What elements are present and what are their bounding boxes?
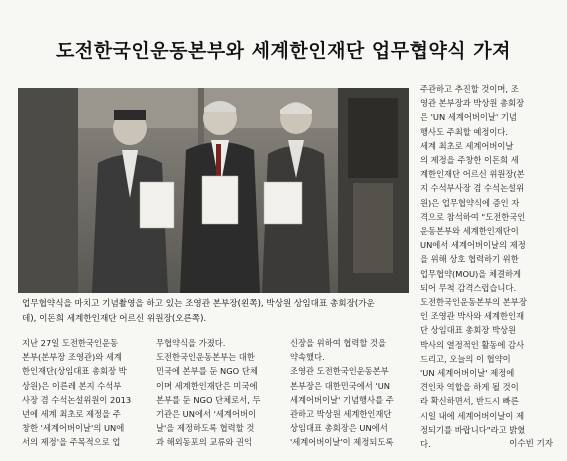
text-line: 라 확신하면서, 반드시 빠른 [420, 396, 519, 407]
text-line: 운동본부와 세계한인재단이 [420, 226, 519, 237]
text-line: 시일 내에 세계어버이날이 제 [420, 410, 525, 421]
text-line: 본부장은 대한민국에서 'UN [290, 380, 390, 391]
caption-line: 업무협약식을 마치고 기념촬영을 하고 있는 조영관 본부장(왼쪽), 박상원 상임대표 총회장(가운 [22, 299, 375, 309]
text-line: 날'을 제정하도록 협력할 것 [156, 423, 255, 434]
article-column-2 [156, 336, 284, 456]
text-line: 박사의 열정적인 활동에 감사 [420, 339, 525, 350]
text-line: '세계어버이날'이 제정되도록 [290, 437, 394, 448]
caption-line: 데), 이돈희 세계한인재단 어르신 위원장(오른쪽). [22, 314, 207, 324]
photo-illustration [18, 88, 409, 293]
text-line: 인 조영관 박사와 세계한인재 [420, 311, 525, 322]
text-line: 견인차 역할을 하게 될 것이 [420, 382, 519, 393]
text-line: 은 'UN 세계어버이날' 기념 [420, 112, 517, 123]
text-line: 주관하고 추진할 것이며, 조 [420, 84, 519, 94]
text-line: 기관은 UN에서 '세계어버이 [156, 409, 256, 420]
photo-caption [22, 297, 405, 327]
text-line: 년에 세계 최초로 제정을 주 [22, 409, 121, 420]
article-column-3 [290, 336, 408, 456]
text-line: 상원)은 이른레 본지 수석부 [22, 380, 122, 391]
text-line: 한인재단(상임대표 총회장 박 [22, 366, 127, 377]
text-line: 조영관 도전한국인운동본부 [290, 366, 389, 377]
press-photo [18, 88, 409, 293]
text-line: 창한 '세계어버이날'의 UN에 [22, 423, 125, 434]
text-line: 과 해외동포의 교류와 권익 [156, 437, 253, 448]
article-column-1 [22, 336, 150, 456]
text-line: 의 제정을 주창한 이돈희 세 [420, 155, 519, 166]
text-line: 지 수석부사장 겸 수석논설위 [420, 183, 525, 194]
text-line: 이며 세계한인재단은 미국에 [156, 380, 258, 391]
text-line: 민국에 본부를 둔 NGO 단체 [156, 366, 258, 377]
text-line: 격으로 참석하여 "도전한국인 [420, 211, 526, 222]
text-line: 세계어버이날' 기념행사를 주 [290, 394, 394, 405]
byline: 이수빈 기자 [509, 439, 553, 449]
text-line: 서의 제정'을 주목적으로 업 [22, 437, 121, 448]
text-line: 영관 본부장과 박상원 총회장 [420, 98, 525, 109]
text-line: 관하고 박상원 세계한인재단 [290, 409, 392, 420]
text-line: 지난 27일 도전한국인운동 [22, 338, 118, 348]
text-line: 본부를 둔 NGO 단체로서, 두 [156, 394, 261, 405]
text-line: 되어 무척 감격스럽습니다. [420, 282, 517, 293]
text-line: 계한인재단 어르신 위원장(본 [420, 169, 525, 180]
text-line: 도전한국인운동본부는 대한 [156, 352, 255, 363]
text-line: 드리고, 오늘의 이 협약이 [420, 353, 511, 364]
headline: 도전한국인운동본부와 세계한인재단 업무협약식 가져 [56, 40, 511, 62]
text-line: 업무협약(MOU)을 체결하게 [420, 268, 522, 279]
text-line: 다. [420, 439, 431, 450]
text-line: 단 상임대표 총회장 박상원 [420, 325, 517, 336]
text-line: 약속했다. [290, 352, 325, 363]
text-line: 행사도 주최할 예정이다. [420, 126, 509, 137]
text-line: 을 위해 상호 협력하기 위한 [420, 254, 519, 265]
text-line: 사장 겸 수석논설위원이 2013 [22, 394, 132, 405]
text-line: 원)은 업무협약식에 증인 자 [420, 197, 520, 208]
text-line: 세계 최초로 세계어버이날 [420, 140, 514, 151]
text-line: 본부(본부장 조영관)와 세계 [22, 352, 122, 363]
text-line: 정되기를 바랍니다"라고 밝혔 [420, 424, 526, 435]
text-line: 상임대표 총회장은 UN에서 [290, 423, 388, 434]
text-line: 신장을 위하여 협력할 것을 [290, 338, 387, 348]
text-line: UN에서 세계어버이날의 제정 [420, 240, 526, 251]
text-line: 무협약식을 가졌다. [156, 338, 226, 348]
text-line: 'UN 세계어버이날' 제정에 [420, 368, 515, 379]
text-line: 도전한국인운동본부의 본부장 [420, 297, 527, 308]
